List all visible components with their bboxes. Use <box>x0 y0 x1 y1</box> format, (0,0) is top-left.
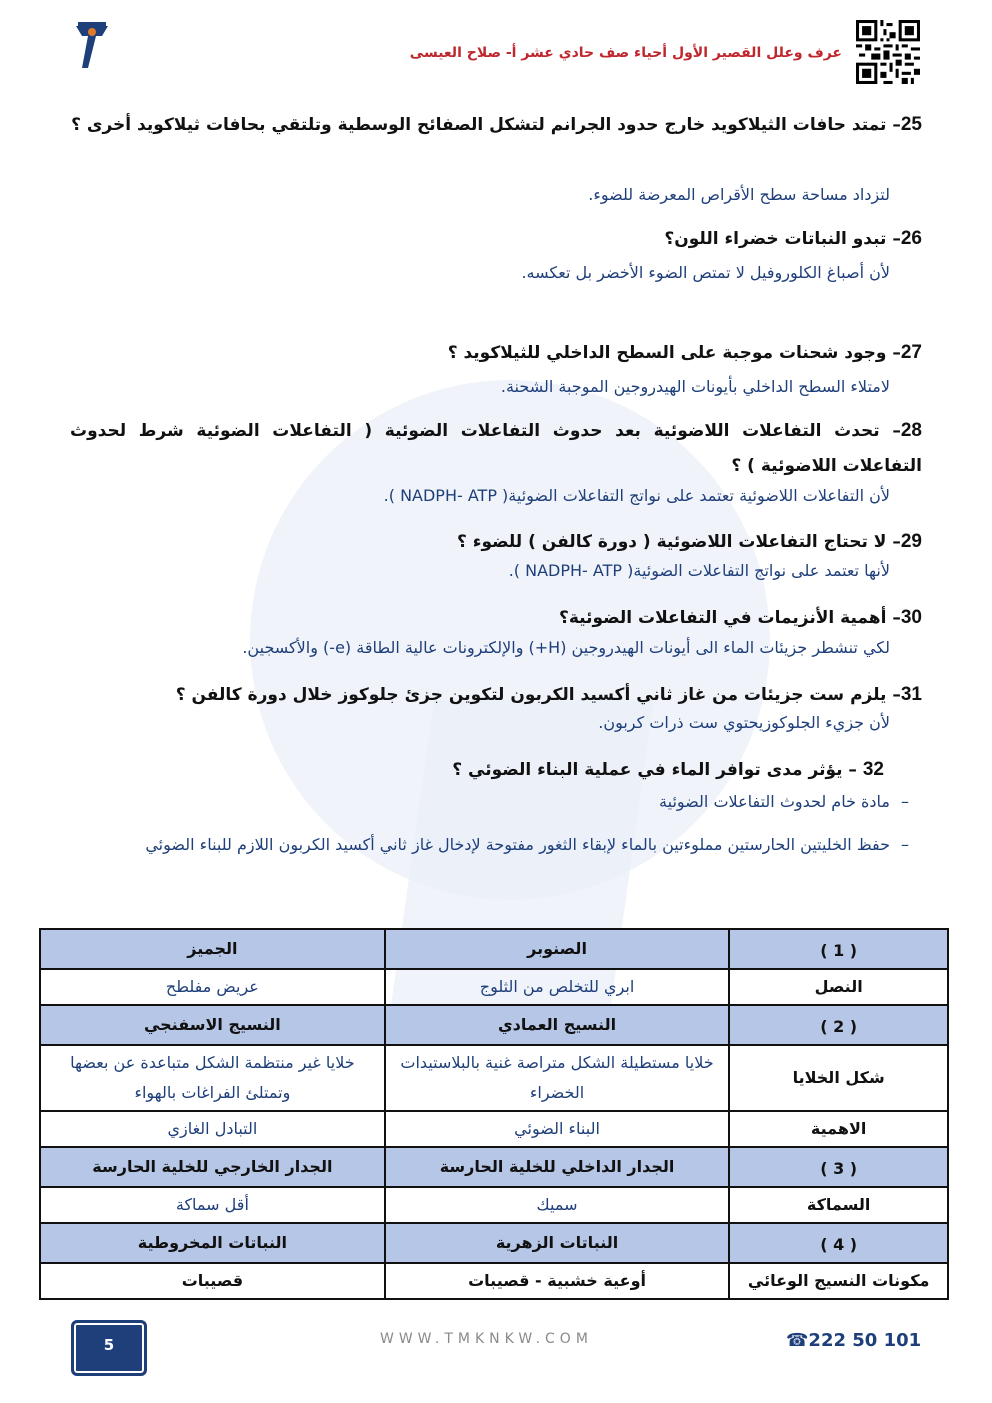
answer-32-bullet-2 <box>70 828 920 862</box>
table-row <box>40 1187 948 1223</box>
comparison-table <box>39 928 949 1300</box>
website-link[interactable]: WWW.TMKNKW.COM <box>380 1331 593 1347</box>
table-cell: التبادل الغازي <box>40 1111 385 1147</box>
table-cell: قصيبات <box>40 1263 385 1299</box>
phone-number: ☎222 50 101 <box>786 1330 922 1351</box>
question-30: 30– أهمية الأنزيمات في التفاعلات الضوئية؟ <box>558 607 922 628</box>
table-cell: ( 3 ) <box>729 1147 948 1187</box>
table-row <box>40 1263 948 1299</box>
table-cell: النباتات الزهرية <box>385 1223 730 1263</box>
question-text: وجود شحنات موجبة على السطح الداخلي للثيلاكويد ؟ <box>447 343 887 363</box>
logo-icon <box>70 18 114 74</box>
table-row <box>40 1111 948 1147</box>
question-number: 29 <box>900 531 922 552</box>
table-cell: خلايا مستطيلة الشكل متراصة غنية بالبلاستيدات الخضراء <box>385 1045 730 1111</box>
question-text: يؤثر مدى توافر الماء في عملية البناء الضوئي ؟ <box>452 760 843 780</box>
answer-32-bullet-1 <box>659 785 920 819</box>
page-number: 5 <box>71 1320 147 1376</box>
answer-28: لأن التفاعلات اللاضوئية تعتمد على نواتج التفاعلات الضوئية( NADPH- ATP ). <box>383 486 890 505</box>
table-cell: شكل الخلايا <box>729 1045 948 1111</box>
answer-31: لأن جزيء الجلوكوزيحتوي ست ذرات كربون. <box>598 713 890 732</box>
question-number: 25 <box>900 114 922 135</box>
bullet-dash: – <box>901 835 909 854</box>
answer-27: لامتلاء السطح الداخلي بأيونات الهيدروجين الموجبة الشحنة. <box>500 377 890 396</box>
question-number: 26 <box>900 228 922 249</box>
question-26: 26– تبدو النباتات خضراء اللون؟ <box>664 228 922 249</box>
question-27: 27– وجود شحنات موجبة على السطح الداخلي للثيلاكويد ؟ <box>447 342 922 363</box>
table-cell: الصنوبر <box>385 929 730 969</box>
table-cell: الجدار الخارجي للخلية الحارسة <box>40 1147 385 1187</box>
table-cell: الجميز <box>40 929 385 969</box>
table-row <box>40 1147 948 1187</box>
table-cell: البناء الضوئي <box>385 1111 730 1147</box>
answer-26: لأن أصباغ الكلوروفيل لا تمتص الضوء الأخضر بل تعكسه. <box>521 263 890 282</box>
question-text: تحدث التفاعلات اللاضوئية بعد حدوث التفاعلات الضوئية ( التفاعلات الضوئية شرط لحدوث التفاعلات اللاضوئية ) ؟ <box>70 421 922 476</box>
table-cell: النسيج العمادي <box>385 1005 730 1045</box>
table-cell: النسيج الاسفنجي <box>40 1005 385 1045</box>
answer-30: لكي تنشطر جزيئات الماء الى أيونات الهيدروجين (H+) والإلكترونات عالية الطاقة (e-) والأكسجين. <box>242 638 890 657</box>
question-number: 31 <box>900 684 922 705</box>
question-25: 25– تمتد حافات الثيلاكويد خارج حدود الجرانم لتشكل الصفائح الوسطية وتلتقي بحافات ثيلاكويد أخرى ؟ <box>71 114 922 135</box>
table-cell: مكونات النسيج الوعائي <box>729 1263 948 1299</box>
question-number: 32 <box>862 759 884 780</box>
table-cell: الاهمية <box>729 1111 948 1147</box>
table-cell: خلايا غير منتظمة الشكل متباعدة عن بعضها وتمتلئ الفراغات بالهواء <box>40 1045 385 1111</box>
table-row <box>40 969 948 1005</box>
question-number: 27 <box>900 342 922 363</box>
table-row <box>40 1045 948 1111</box>
table-cell: سميك <box>385 1187 730 1223</box>
question-text: تمتد حافات الثيلاكويد خارج حدود الجرانم لتشكل الصفائح الوسطية وتلتقي بحافات ثيلاكويد أخرى ؟ <box>71 115 887 135</box>
question-31: 31– يلزم ست جزيئات من غاز ثاني أكسيد الكربون لتكوين جزئ جلوكوز خلال دورة كالفن ؟ <box>175 684 922 705</box>
question-text: أهمية الأنزيمات في التفاعلات الضوئية؟ <box>558 608 887 628</box>
question-number: 28 <box>900 420 922 441</box>
table-cell: ( 1 ) <box>729 929 948 969</box>
question-text: يلزم ست جزيئات من غاز ثاني أكسيد الكربون لتكوين جزئ جلوكوز خلال دورة كالفن ؟ <box>175 685 887 705</box>
table-row <box>40 929 948 969</box>
question-number: 30 <box>900 607 922 628</box>
question-29: 29– لا تحتاج التفاعلات اللاضوئية ( دورة كالفن ) للضوء ؟ <box>456 531 922 552</box>
table-cell: ( 2 ) <box>729 1005 948 1045</box>
question-32: 32 – يؤثر مدى توافر الماء في عملية البناء الضوئي ؟ <box>452 759 884 780</box>
bullet-text: حفظ الخليتين الحارستين مملوءتين بالماء لإبقاء الثغور مفتوحة لإدخال غاز ثاني أكسيد الكربون اللازم للبناء الضوئي <box>145 835 890 854</box>
table-cell: النباتات المخروطية <box>40 1223 385 1263</box>
table-cell: عريض مفلطح <box>40 969 385 1005</box>
table-cell: النصل <box>729 969 948 1005</box>
bullet-dash: – <box>901 792 909 811</box>
table-cell: ( 4 ) <box>729 1223 948 1263</box>
qr-code-icon <box>856 20 920 84</box>
question-text: لا تحتاج التفاعلات اللاضوئية ( دورة كالفن ) للضوء ؟ <box>456 532 887 552</box>
table-cell: الجدار الداخلي للخلية الحارسة <box>385 1147 730 1187</box>
question-28: 28– تحدث التفاعلات اللاضوئية بعد حدوث التفاعلات الضوئية ( التفاعلات الضوئية شرط لحدوث التفاعلات اللاضوئية ) ؟ <box>70 420 922 476</box>
table-cell: أوعية خشبية - قصيبات <box>385 1263 730 1299</box>
question-text: تبدو النباتات خضراء اللون؟ <box>664 229 887 249</box>
answer-25: لتزداد مساحة سطح الأقراص المعرضة للضوء. <box>588 185 890 204</box>
table-cell: أقل سماكة <box>40 1187 385 1223</box>
bullet-text: مادة خام لحدوث التفاعلات الضوئية <box>659 792 890 811</box>
answer-29: لأنها تعتمد على نواتج التفاعلات الضوئية( NADPH- ATP ). <box>508 561 890 580</box>
table-row <box>40 1223 948 1263</box>
table-row <box>40 1005 948 1045</box>
table-cell: ابري للتخلص من الثلوج <box>385 969 730 1005</box>
header-title: عرف وعلل القصير الأول أحياء صف حادي عشر أ- صلاح العيسى <box>409 45 842 61</box>
table-cell: السماكة <box>729 1187 948 1223</box>
